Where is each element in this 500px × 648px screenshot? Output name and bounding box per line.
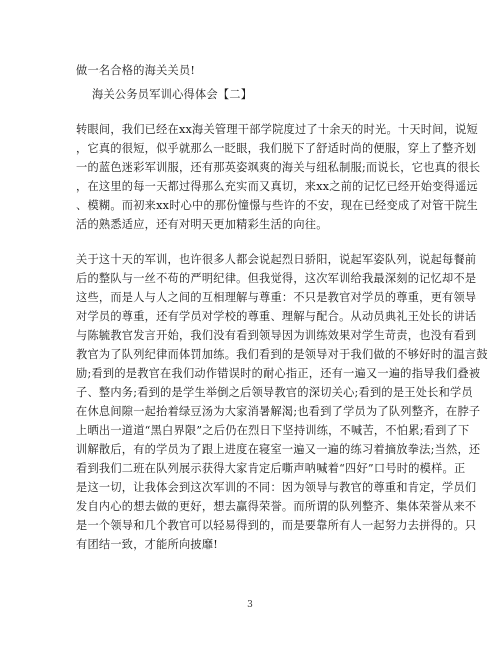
paragraph2-line: 这些，而是人与人之间的互相理解与尊重：不只是教官对学员的尊重，更有领导 — [76, 291, 477, 304]
paragraph2-line: 看到我们二班在队列展示获得大家肯定后嘶声呐喊着“四好”口号时的模样。正 — [76, 462, 466, 475]
paragraph1-line: 活的熟悉适应，还有对明天更加精彩生活的向往。 — [76, 218, 328, 231]
paragraph1-line: 一的蓝色迷彩军训服，还有那英姿飒爽的海关与纽私制服;而说长，它也真的很长 — [76, 161, 481, 174]
paragraph2-line: 是一个领导和几个教官可以轻易得到的，而是要靠所有人一起努力去拼得的。只 — [76, 519, 477, 532]
page-number: 3 — [247, 600, 253, 610]
paragraph2-line: 教官为了队列纪律而体罚加练。我们看到的是领导对于我们做的不够好时的温言鼓 — [76, 348, 488, 361]
intro-line: 做一名合格的海关关员! — [76, 64, 196, 77]
paragraph2-line: 励;看到的是教官在我们动作错误时的耐心指正，还有一遍又一遍的指导我们叠被 — [76, 367, 481, 380]
paragraph2-line: 子、整内务;看到的是学生举倒之后领导教官的深切关心;看到的是王处长和学员 — [76, 386, 473, 399]
paragraph2-line: 上晒出一道道“黑白界限”之后仍在烈日下坚持训练，不喊苦，不怕累;看到了下 — [76, 424, 470, 437]
paragraph2-line: 有团结一致，才能所向披靡! — [76, 538, 218, 551]
paragraph1-line: ，在这里的每一天都过得那么充实而又真切，来xx之前的记忆已经开始变得遥远 — [76, 180, 478, 193]
paragraph1-line: 转眼间，我们已经在xx海关管理干部学院度过了十余天的时光。十天时间，说短 — [76, 123, 478, 136]
paragraph2-line: 与陈毓教官发言开始，我们没有看到领导因为训练效果对学生苛责，也没有看到 — [76, 329, 477, 342]
paragraph2-line: 对学员的尊重，还有学员对学校的尊重、理解与配合。从动员典礼王处长的讲话 — [76, 310, 477, 323]
paragraph2-line: 在休息间隙一起抬着绿豆汤为大家消暑解渴;也看到了学员为了队列整齐，在脖子 — [76, 405, 481, 418]
paragraph2-line: 后的整队与一丝不苟的严明纪律。但我觉得，这次军训给我最深刻的记忆却不是 — [76, 272, 477, 285]
paragraph1-line: 、模糊。而初来xx时心中的那份憧憬与些许的不安，现在已经变成了对管干院生 — [76, 199, 478, 212]
paragraph2-line: 是这一切，让我体会到这次军训的不同：因为领导与教官的尊重和肯定，学员们 — [76, 481, 477, 494]
paragraph2-line: 发自内心的想去做的更好，想去赢得荣誉。而所谓的队列整齐、集体荣誉从来不 — [76, 500, 477, 513]
document-subtitle: 海关公务员军训心得体会【二】 — [92, 88, 253, 101]
paragraph2-line: 关于这十天的军训，也许很多人都会说起烈日骄阳，说起军姿队列，说起每餐前 — [76, 253, 477, 266]
paragraph2-line: 训解散后，有的学员为了跟上进度在寝室一遍又一遍的练习着摘放拳法;当然，还 — [76, 443, 481, 456]
paragraph1-line: ，它真的很短，似乎就那么一眨眼，我们脱下了舒适时尚的便服，穿上了整齐划 — [76, 142, 477, 155]
